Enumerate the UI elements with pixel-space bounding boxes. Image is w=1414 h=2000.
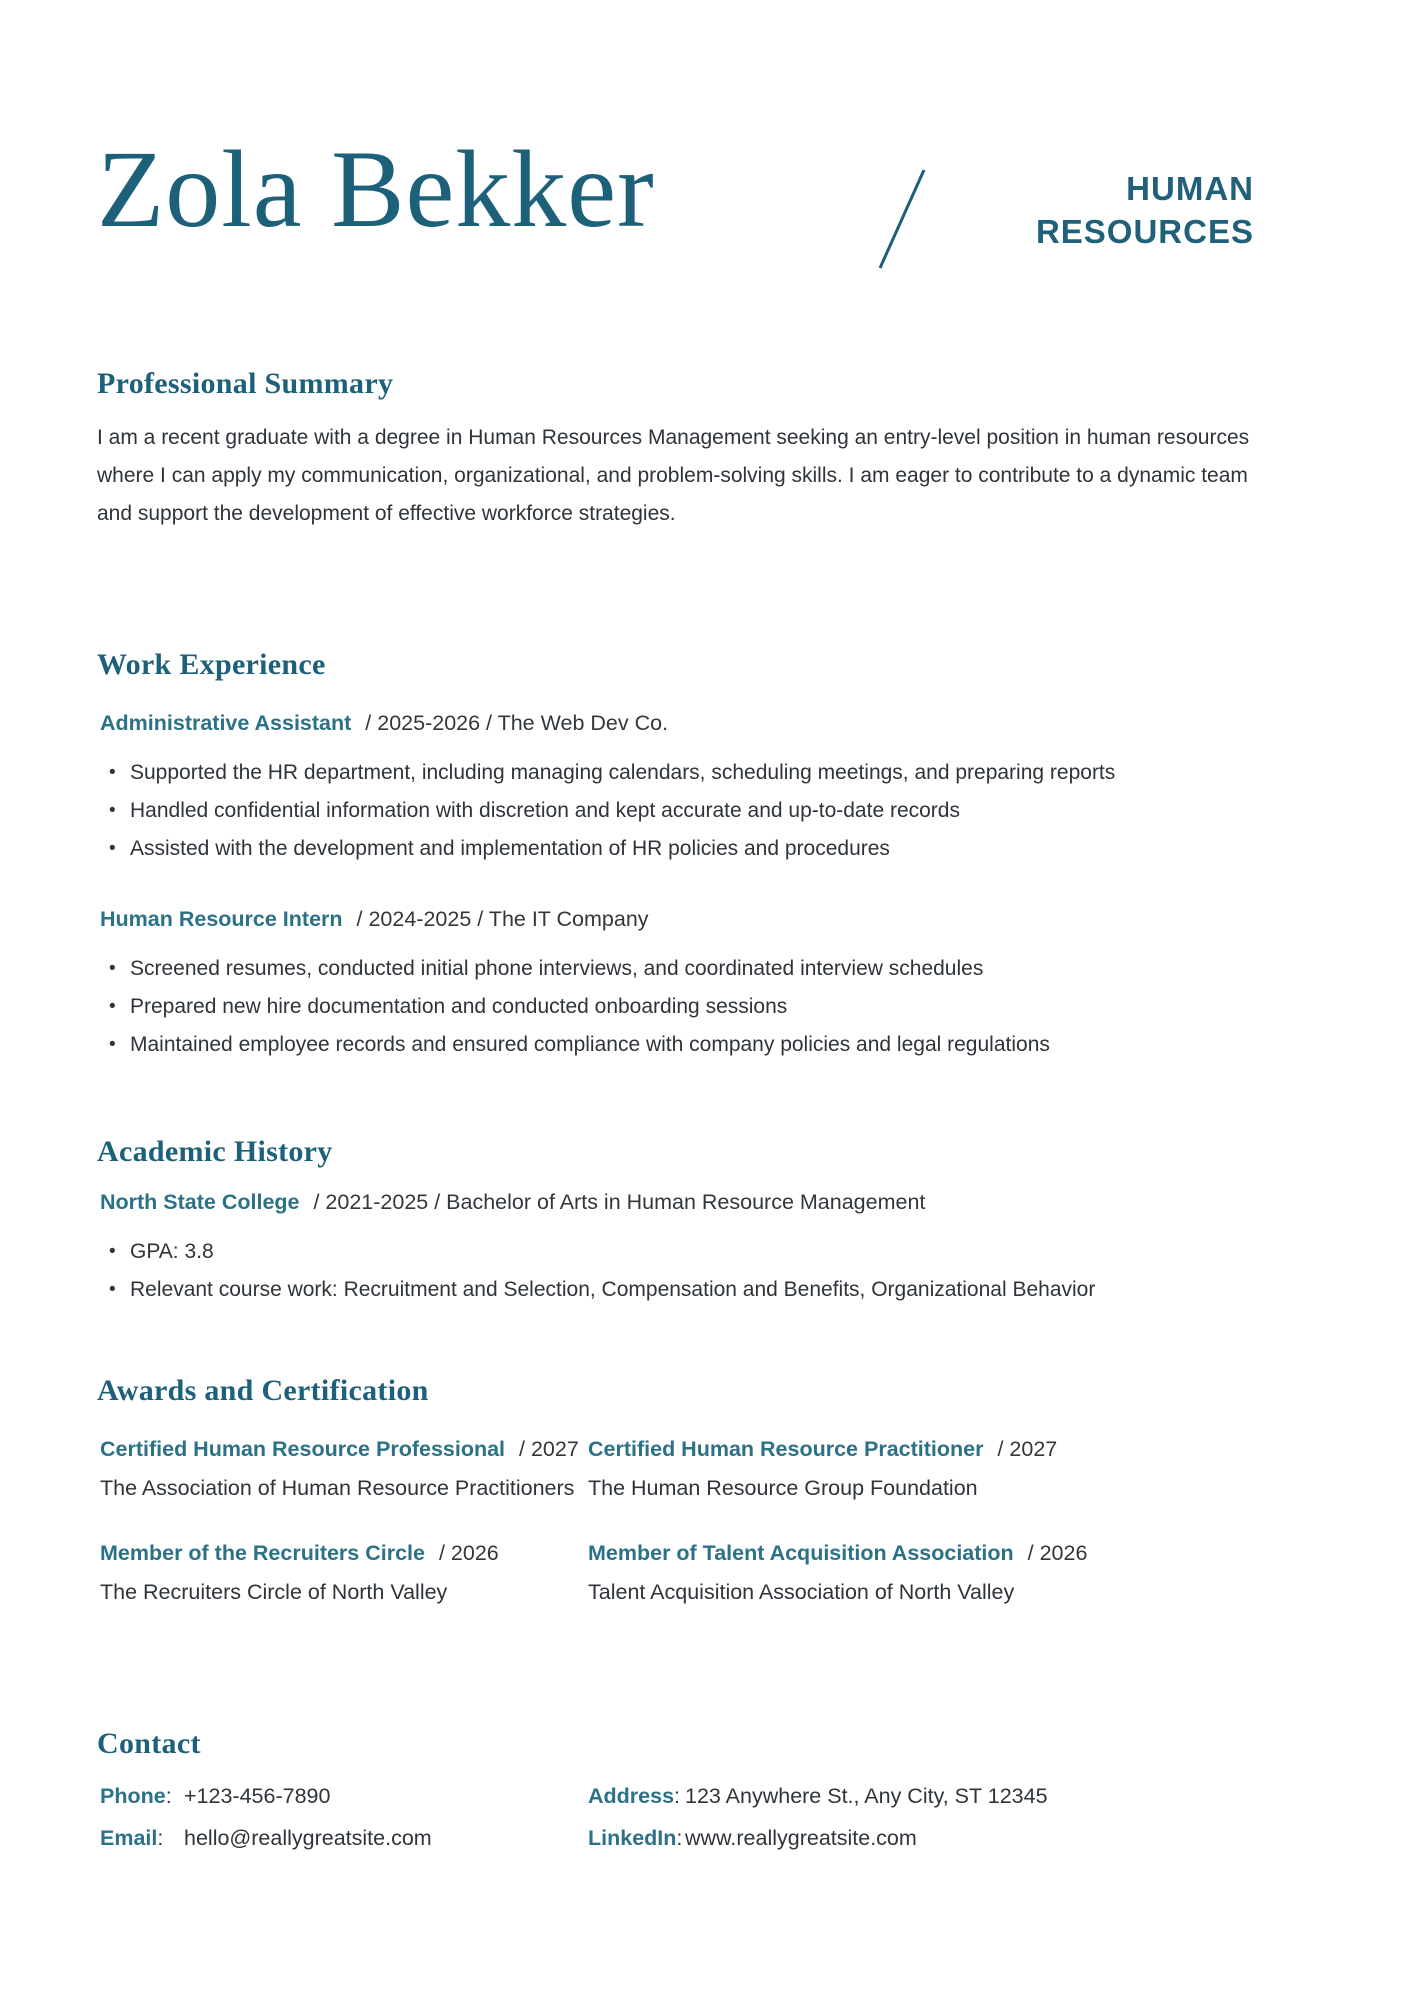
awards-heading: Awards and Certification <box>97 1374 429 1407</box>
award-entry <box>585 1434 1317 1504</box>
job-bullet: • Screened resumes, conducted initial phone interviews, and coordinated interview schedules <box>97 950 1317 988</box>
job-bullet: • Handled confidential information with discretion and kept accurate and up-to-date records <box>97 792 1317 830</box>
contact-colon: : <box>674 1784 681 1808</box>
section-awards-certification <box>97 1371 1317 1608</box>
academic-bullet-list <box>97 1233 1317 1309</box>
award-org: The Association of Human Resource Practitioners <box>100 1476 575 1500</box>
contact-colon: : <box>676 1826 683 1850</box>
job-entry <box>97 904 1317 1064</box>
job-bullet: • Assisted with the development and implementation of HR policies and procedures <box>97 830 1317 868</box>
section-academic-history <box>97 1132 1317 1309</box>
contact-column-right <box>585 1775 1317 1859</box>
award-org: The Human Resource Group Foundation <box>588 1476 978 1500</box>
role-title <box>1036 168 1254 254</box>
contact-column-left <box>97 1775 585 1859</box>
award-entry <box>97 1538 585 1608</box>
contact-colon: : <box>165 1784 172 1808</box>
job-title-line <box>100 904 1317 934</box>
section-contact <box>97 1724 1317 1859</box>
awards-grid <box>97 1434 1317 1608</box>
contact-label: Phone <box>100 1784 166 1808</box>
role-line-2: RESOURCES <box>1035 212 1254 250</box>
contact-value-phone: +123-456-7890 <box>184 1784 331 1808</box>
award-meta: / 2026 <box>1027 1541 1088 1565</box>
award-org: Talent Acquisition Association of North Valley <box>588 1580 1015 1604</box>
award-meta: / 2027 <box>997 1437 1058 1461</box>
award-title: Member of Talent Acquisition Association <box>588 1541 1014 1565</box>
school-meta: / 2021-2025 / Bachelor of Arts in Human Resource Management <box>313 1190 926 1214</box>
section-work-experience <box>97 645 1317 1064</box>
contact-label: Address <box>588 1784 675 1808</box>
contact-grid <box>97 1775 1317 1859</box>
job-meta: / 2024-2025 / The IT Company <box>356 907 649 931</box>
contact-label-wrap <box>588 1775 685 1817</box>
award-title-line <box>588 1538 1317 1568</box>
award-entry <box>97 1434 585 1504</box>
person-name: Zola Bekker <box>97 128 655 250</box>
contact-row-linkedin <box>588 1817 1317 1859</box>
contact-row-phone <box>100 1775 585 1817</box>
contact-label-wrap <box>588 1817 685 1859</box>
award-entry <box>585 1538 1317 1608</box>
job-title-line <box>100 708 1317 738</box>
job-bullet: • Prepared new hire documentation and conducted onboarding sessions <box>97 988 1317 1026</box>
award-title-line <box>100 1538 585 1568</box>
contact-value-email: hello@reallygreatsite.com <box>184 1826 432 1850</box>
role-line-1: HUMAN <box>1126 170 1254 207</box>
job-bullet: • Supported the HR department, including managing calendars, scheduling meetings, and preparing reports <box>97 754 1317 792</box>
work-heading: Work Experience <box>97 648 326 681</box>
award-title: Certified Human Resource Professional <box>100 1437 506 1461</box>
job-bullet-list <box>97 754 1317 868</box>
job-title: Human Resource Intern <box>100 907 343 931</box>
job-title: Administrative Assistant <box>100 711 352 735</box>
school-title-line <box>100 1187 1317 1217</box>
school-name: North State College <box>100 1190 300 1214</box>
award-title: Certified Human Resource Practitioner <box>588 1437 984 1461</box>
header <box>97 0 1317 262</box>
contact-heading: Contact <box>97 1727 201 1760</box>
award-meta: / 2027 <box>519 1437 579 1461</box>
contact-row-address <box>588 1775 1317 1817</box>
award-title-line <box>588 1434 1317 1464</box>
job-meta: / 2025-2026 / The Web Dev Co. <box>365 711 669 735</box>
job-bullet-list <box>97 950 1317 1064</box>
contact-value-linkedin: www.reallygreatsite.com <box>685 1826 917 1850</box>
award-org: The Recruiters Circle of North Valley <box>100 1580 448 1604</box>
academic-bullet: • Relevant course work: Recruitment and Selection, Compensation and Benefits, Organizational Behavior <box>97 1271 1317 1309</box>
award-title: Member of the Recruiters Circle <box>100 1541 425 1565</box>
job-bullet: • Maintained employee records and ensured compliance with company policies and legal regulations <box>97 1026 1317 1064</box>
award-title-line <box>100 1434 585 1464</box>
contact-label-wrap <box>100 1817 184 1859</box>
contact-label: LinkedIn <box>588 1826 677 1850</box>
academic-heading: Academic History <box>97 1135 333 1168</box>
award-meta: / 2026 <box>438 1541 499 1565</box>
contact-row-email <box>100 1817 585 1859</box>
contact-value-address: 123 Anywhere St., Any City, ST 12345 <box>685 1784 1048 1808</box>
contact-label: Email <box>100 1826 158 1850</box>
job-entry <box>97 708 1317 868</box>
academic-bullet: • GPA: 3.8 <box>97 1233 1317 1271</box>
contact-colon: : <box>157 1826 164 1850</box>
slash-divider-icon <box>872 166 932 272</box>
summary-heading: Professional Summary <box>97 367 394 400</box>
section-professional-summary <box>97 364 1317 533</box>
summary-text: I am a recent graduate with a degree in Human Resources Management seeking an entry-level position in human resources where I can apply my communication, organizational, and problem-solving skills. I am eager to contribute to a dynamic team and support the development of effective workforce strategies. <box>97 426 1250 525</box>
contact-label-wrap <box>100 1775 184 1817</box>
